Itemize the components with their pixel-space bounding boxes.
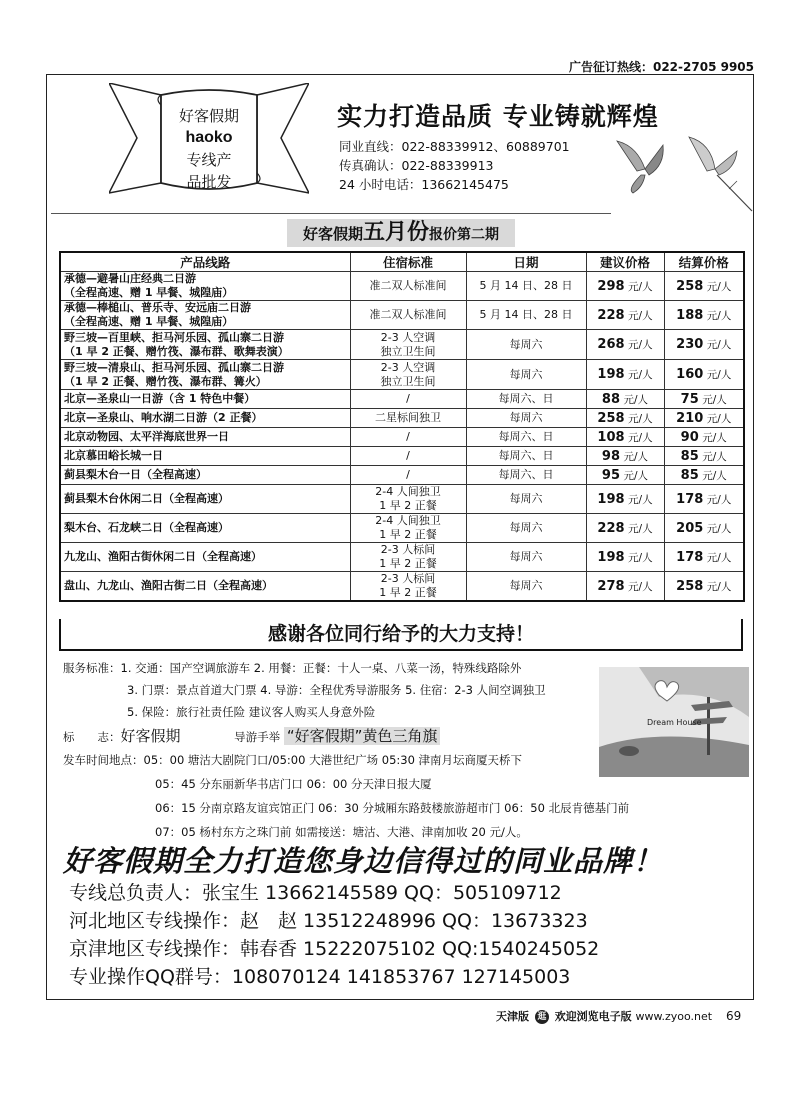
suggest-price-value: 228 (597, 520, 625, 536)
lodging-text: 2-3 人标间 (380, 543, 436, 556)
suggest-price-cell (586, 409, 664, 428)
photo-caption: Dream House (647, 718, 702, 727)
price-unit: 元/人 (628, 551, 653, 564)
suggest-price-cell (586, 330, 664, 360)
route-cell (60, 572, 350, 602)
contact-line-4: 专业操作QQ群号：108070124 141853767 127145003 (69, 966, 571, 988)
date-cell: 5 月 14 日、28 日 (466, 272, 586, 301)
lodging-text: / (406, 468, 410, 481)
date-cell: 每周六、日 (466, 428, 586, 447)
settle-price-cell (664, 514, 744, 543)
lodging-text: 独立卫生间 (380, 344, 436, 358)
date-cell: 每周六 (466, 330, 586, 360)
table-header-row (60, 252, 744, 272)
depart-line-3: 06：15 分南京路友谊宾馆正门 06：30 分城厢东路鼓楼旅游超市门 06：50 北辰肯德基门前 (155, 801, 630, 815)
price-unit: 元/人 (628, 309, 653, 322)
lodging-text: 2-3 人标间 (380, 572, 436, 585)
table-row (60, 390, 744, 409)
lodging-cell (350, 409, 466, 428)
route-cell (60, 272, 350, 301)
price-unit: 元/人 (706, 280, 732, 293)
route-text: 九龙山、渔阳古街休闲二日（全程高速） (64, 550, 262, 563)
lodging-text: 1 早 2 正餐 (379, 528, 437, 541)
thanks-banner: 感谢各位同行给予的大力支持！ (59, 619, 743, 651)
header-contacts (339, 137, 570, 194)
lodging-cell (350, 330, 466, 360)
title-suffix: 报价第二期 (429, 227, 500, 243)
settle-price-value: 160 (676, 367, 704, 382)
settle-price-value: 258 (676, 278, 704, 294)
table-row (60, 301, 744, 330)
issue-title (287, 219, 515, 247)
lodging-cell (350, 360, 466, 390)
table-row (60, 447, 744, 466)
route-cell (60, 330, 350, 360)
suggest-price-cell (586, 543, 664, 572)
ribbon-line-1: 好客假期 (178, 107, 239, 125)
route-cell (60, 390, 350, 409)
settle-price-value: 230 (676, 337, 704, 352)
title-prefix: 好客假期 (302, 225, 363, 243)
route-text: （1 早 2 正餐、赠竹筏、瀑布群、歌舞表演） (64, 344, 289, 358)
settle-price-value: 90 (680, 429, 699, 445)
settle-price-value: 85 (680, 467, 699, 483)
suggest-price-value: 228 (597, 307, 625, 323)
suggest-price-cell (586, 360, 664, 390)
lodging-text: 1 早 2 正餐 (379, 557, 437, 570)
service-line-2: 3. 门票：景点首道大门票 4. 导游：全程优秀导游服务 5. 住宿：2-3 人间空调独卫 (127, 683, 546, 697)
brand-ribbon (109, 83, 309, 203)
route-text: 盘山、九龙山、渔阳古街二日（全程高速） (64, 579, 273, 592)
settle-price-value: 85 (680, 448, 699, 464)
table-row (60, 428, 744, 447)
lodging-cell (350, 390, 466, 409)
date-cell: 每周六 (466, 360, 586, 390)
route-text: 北京动物园、太平洋海底世界一日 (64, 430, 229, 443)
table-row (60, 360, 744, 390)
price-unit: 元/人 (706, 339, 732, 351)
lodging-cell (350, 514, 466, 543)
price-unit: 元/人 (706, 522, 732, 535)
price-unit: 元/人 (628, 522, 653, 535)
settle-price-cell (664, 272, 744, 301)
depart-line-2: 05：45 分东丽新华书店门口 06：00 分天津日报大厦 (155, 777, 432, 791)
table-row (60, 409, 744, 428)
suggest-price-cell (586, 485, 664, 514)
price-unit: 元/人 (706, 309, 732, 322)
date-cell: 每周六、日 (466, 447, 586, 466)
route-cell (60, 409, 350, 428)
suggest-price-value: 198 (597, 491, 625, 507)
settle-price-cell (664, 301, 744, 330)
lodging-text: 准二双人标准间 (369, 308, 447, 321)
phone-line-3: 24 小时电话：13662145475 (339, 177, 509, 192)
guide-flag-value: “好客假期”黄色三角旗 (284, 727, 441, 745)
table-row (60, 572, 744, 602)
suggest-price-cell (586, 428, 664, 447)
price-unit: 元/人 (706, 551, 732, 564)
settle-price-value: 258 (676, 578, 704, 594)
lodging-cell (350, 447, 466, 466)
price-unit: 元/人 (702, 431, 727, 444)
route-cell (60, 485, 350, 514)
price-unit: 元/人 (628, 580, 653, 593)
footer-text: 欢迎浏览电子版 (554, 1010, 632, 1023)
date-cell: 每周六 (466, 572, 586, 602)
date-cell: 每周六 (466, 543, 586, 572)
lodging-text: 1 早 2 正餐 (379, 499, 437, 512)
depart-line-4: 07：05 杨村东方之珠门前 如需接送：塘沽、大港、津南加收 20 元/人。 (155, 825, 528, 839)
suggest-price-value: 278 (597, 578, 625, 594)
lodging-text: 2-4 人间独卫 (375, 485, 441, 498)
phone-line-1: 同业直线：022-88339912、60889701 (339, 139, 570, 154)
suggest-price-value: 98 (601, 448, 621, 464)
route-cell (60, 447, 350, 466)
col-header-date: 日期 (466, 252, 586, 272)
page-frame (46, 74, 754, 1000)
lodging-cell (350, 572, 466, 602)
date-cell: 每周六、日 (466, 390, 586, 409)
settle-price-cell (664, 428, 744, 447)
suggest-price-value: 198 (597, 549, 625, 565)
suggest-price-value: 88 (601, 391, 621, 407)
suggest-price-cell (586, 390, 664, 409)
price-unit: 元/人 (702, 469, 727, 482)
guide-flag-label: 导游手举 (234, 730, 281, 744)
price-unit: 元/人 (628, 280, 653, 293)
route-text: 蓟县梨木台一日（全程高速） (64, 468, 207, 481)
service-line-3: 5. 保险：旅行社责任险 建议客人购买人身意外险 (127, 705, 376, 719)
dream-house-photo (599, 667, 749, 777)
route-text: 梨木台、石龙峡二日（全程高速） (64, 521, 229, 534)
price-unit: 元/人 (706, 369, 732, 381)
ribbon-line-2: haoko (185, 129, 233, 146)
table-row (60, 514, 744, 543)
settle-price-cell (664, 485, 744, 514)
brand-slogan: 好客假期全力打造您身边信得过的同业品牌！ (63, 844, 664, 878)
contact-line-2: 河北地区专线操作：赵 赵 13512248996 QQ：13673323 (69, 910, 588, 932)
brand-mark-label: 标 志： (63, 730, 121, 744)
price-unit: 元/人 (628, 493, 653, 506)
route-text: 承德—棒槌山、普乐寺、安远庙二日游 (64, 301, 251, 314)
settle-price-cell (664, 447, 744, 466)
route-text: 野三坡—清泉山、拒马河乐园、孤山寨二日游 (64, 360, 284, 374)
price-unit: 元/人 (628, 431, 653, 444)
ad-hotline: 广告征订热线：022-2705 9905 (568, 60, 754, 74)
price-table (59, 251, 745, 602)
price-unit: 元/人 (706, 580, 732, 593)
title-month: 五月份 (363, 220, 430, 245)
settle-price-cell (664, 466, 744, 485)
settle-price-cell (664, 330, 744, 360)
route-text: （全程高速、赠 1 早餐、城隍庙） (64, 286, 234, 299)
settle-price-value: 188 (676, 307, 704, 323)
col-header-route: 产品线路 (60, 252, 350, 272)
suggest-price-cell (586, 301, 664, 330)
col-header-settle: 结算价格 (664, 252, 744, 272)
contact-line-3: 京津地区专线操作：韩春香 15222075102 QQ:1540245052 (69, 938, 600, 960)
lodging-cell (350, 485, 466, 514)
settle-price-value: 205 (676, 520, 704, 536)
suggest-price-value: 268 (597, 337, 625, 352)
footer-edition: 天津版 (496, 1010, 529, 1023)
settle-price-cell (664, 409, 744, 428)
contact-line-1: 专线总负责人：张宝生 13662145589 QQ：505109712 (69, 882, 562, 904)
price-unit: 元/人 (623, 469, 649, 482)
route-text: 北京—圣泉山、响水湖二日游（2 正餐） (64, 411, 263, 424)
service-line-1: 服务标准：1. 交通：国产空调旅游车 2. 用餐：正餐：十人一桌、八菜一汤，特殊线路除外 (63, 661, 522, 675)
table-row (60, 330, 744, 360)
route-text: （1 早 2 正餐、赠竹筏、瀑布群、篝火） (64, 374, 267, 388)
price-unit: 元/人 (628, 339, 653, 351)
lodging-text: 独立卫生间 (380, 374, 436, 388)
suggest-price-cell (586, 272, 664, 301)
page-number: 69 (725, 1009, 742, 1023)
footer-url[interactable]: www.zyoo.net (635, 1010, 713, 1023)
suggest-price-cell (586, 572, 664, 602)
price-unit: 元/人 (628, 412, 653, 425)
route-text: 蓟县梨木台休闲二日（全程高速） (64, 492, 229, 505)
route-cell (60, 543, 350, 572)
header-slogan: 实力打造品质 专业铸就辉煌 (337, 102, 659, 131)
lodging-text: 1 早 2 正餐 (379, 586, 437, 599)
suggest-price-cell (586, 514, 664, 543)
route-cell (60, 360, 350, 390)
settle-price-value: 178 (676, 549, 704, 565)
suggest-price-cell (586, 447, 664, 466)
lodging-text: 2-3 人空调 (380, 330, 436, 344)
table-row (60, 485, 744, 514)
date-cell: 每周六、日 (466, 466, 586, 485)
lodging-cell (350, 428, 466, 447)
settle-price-value: 210 (676, 410, 704, 426)
phone-line-2: 传真确认：022-88339913 (339, 158, 494, 173)
route-text: 野三坡—百里峡、拒马河乐园、孤山寨二日游 (64, 330, 284, 344)
suggest-price-value: 95 (601, 467, 621, 483)
lodging-cell (350, 272, 466, 301)
price-unit: 元/人 (628, 369, 653, 381)
price-unit: 元/人 (702, 393, 727, 406)
lodging-text: / (406, 430, 410, 443)
header-divider (51, 213, 611, 214)
lodging-text: 准二双人标准间 (369, 279, 447, 292)
lodging-text: 二星标间独卫 (375, 411, 441, 424)
route-text: 北京—圣泉山一日游（含 1 特色中餐） (64, 392, 256, 405)
settle-price-value: 178 (676, 491, 704, 507)
route-cell (60, 428, 350, 447)
date-cell: 每周六 (466, 409, 586, 428)
price-unit: 元/人 (702, 450, 727, 463)
route-cell (60, 514, 350, 543)
brand-mark-value: 好客假期 (120, 727, 181, 745)
col-header-lodging: 住宿标准 (350, 252, 466, 272)
table-row (60, 543, 744, 572)
date-cell: 每周六 (466, 485, 586, 514)
lodging-cell (350, 301, 466, 330)
price-unit: 元/人 (706, 412, 732, 425)
footer-badge-icon: 逛 (535, 1010, 549, 1024)
settle-price-cell (664, 360, 744, 390)
route-text: 北京慕田峪长城一日 (64, 449, 163, 462)
lodging-text: 2-3 人空调 (380, 360, 436, 374)
lodging-cell (350, 466, 466, 485)
lodging-text: / (406, 449, 410, 462)
price-unit: 元/人 (623, 450, 649, 463)
ribbon-line-3: 专线产 (186, 151, 232, 169)
suggest-price-value: 258 (597, 410, 625, 426)
date-cell: 5 月 14 日、28 日 (466, 301, 586, 330)
suggest-price-value: 198 (597, 367, 625, 382)
settle-price-cell (664, 543, 744, 572)
depart-line-1: 发车时间地点：05：00 塘沽大剧院门口/05:00 大港世纪广场 05:30 津南月坛商厦天桥下 (63, 753, 523, 767)
page-footer (496, 1008, 741, 1024)
route-text: 承德—避暑山庄经典二日游 (64, 272, 196, 285)
route-text: （全程高速、赠 1 早餐、城隍庙） (64, 315, 234, 328)
lodging-text: 2-4 人间独卫 (375, 514, 441, 527)
butterflies-icon (607, 131, 757, 221)
col-header-suggest: 建议价格 (586, 252, 664, 272)
table-row (60, 272, 744, 301)
settle-price-value: 75 (680, 391, 699, 407)
suggest-price-cell (586, 466, 664, 485)
ribbon-line-4: 品批发 (186, 173, 232, 191)
lodging-text: / (406, 392, 410, 405)
route-cell (60, 301, 350, 330)
settle-price-cell (664, 572, 744, 602)
price-unit: 元/人 (623, 393, 649, 406)
date-cell: 每周六 (466, 514, 586, 543)
suggest-price-value: 108 (597, 429, 625, 445)
brand-mark-row (63, 725, 440, 748)
route-cell (60, 466, 350, 485)
suggest-price-value: 298 (597, 278, 625, 294)
lodging-cell (350, 543, 466, 572)
settle-price-cell (664, 390, 744, 409)
table-row (60, 466, 744, 485)
price-unit: 元/人 (706, 493, 732, 506)
